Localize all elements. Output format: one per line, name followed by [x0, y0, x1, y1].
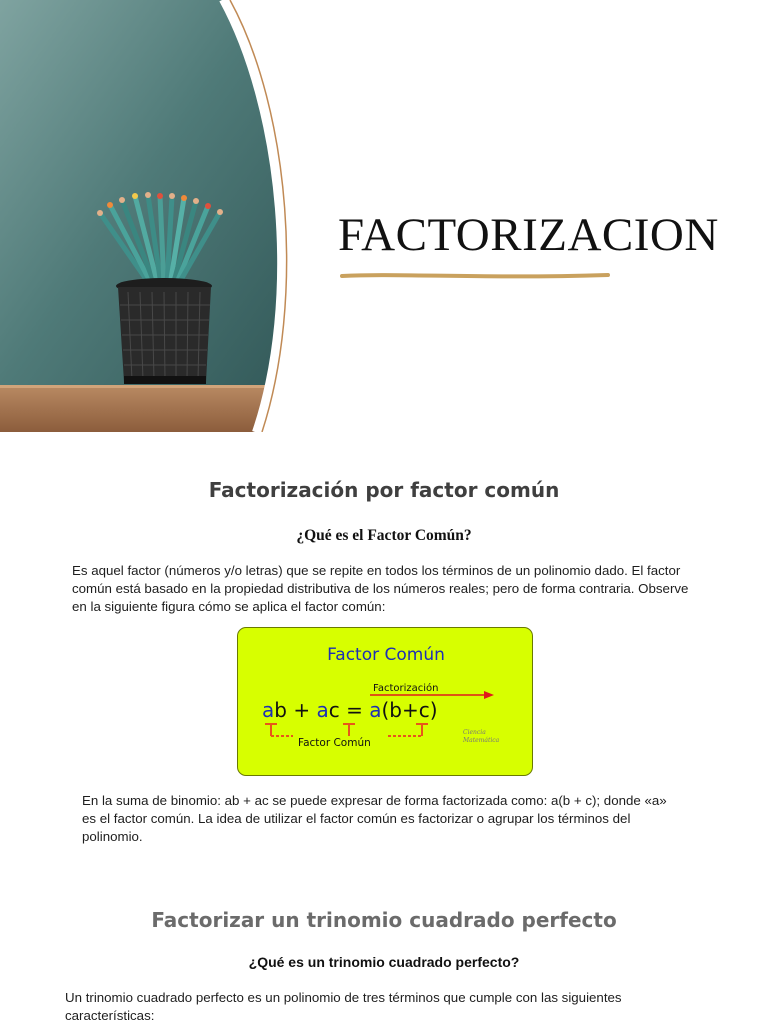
question-trinomio: ¿Qué es un trinomio cuadrado perfecto? — [248, 954, 520, 970]
question-factor-comun: ¿Qué es el Factor Común? — [296, 527, 472, 544]
watermark-line-2: Matemática — [463, 737, 500, 744]
term-rest-1: b — [274, 698, 287, 722]
figure-bottom-label: Factor Común — [298, 737, 371, 749]
term-rest-3: (b+c) — [381, 698, 438, 722]
figure-arrow-label: Factorización — [373, 683, 439, 694]
factor-a-3: a — [369, 698, 382, 722]
factor-a-2: a — [316, 698, 329, 722]
figure-formula — [262, 698, 438, 722]
title-underline — [340, 272, 610, 280]
factor-comun-figure — [237, 627, 533, 776]
section-heading-factor-comun: Factorización por factor común — [208, 478, 560, 502]
factor-a-1: a — [262, 698, 275, 722]
explanation-paragraph: En la suma de binomio: ab + ac se puede expresar de forma factorizada como: a(b + c); donde «a» es el factor común. La idea de utilizar el factor común es factorizar o agrupar los términos del polinomio. — [82, 793, 667, 844]
plus-sign: + — [286, 698, 317, 722]
section-heading-trinomio: Factorizar un trinomio cuadrado perfecto — [151, 908, 617, 932]
page-title: FACTORIZACION — [338, 209, 719, 261]
pencil-cup-photo — [0, 0, 300, 432]
equals-sign: = — [339, 698, 370, 722]
figure-title: Factor Común — [327, 645, 445, 665]
intro-paragraph-trinomio: Un trinomio cuadrado perfecto es un polinomio de tres términos que cumple con las siguientes características: — [65, 990, 622, 1023]
watermark-line-1: Ciencia — [463, 729, 486, 736]
hero-banner — [0, 0, 768, 432]
intro-paragraph-factor-comun: Es aquel factor (números y/o letras) que se repite en todos los términos de un polinomio dado. El factor común está basado en la propiedad distributiva de los números reales; pero de forma contraria. Observe en la siguiente figura cómo se aplica el factor común: — [72, 563, 689, 614]
term-rest-2: c — [328, 698, 340, 722]
